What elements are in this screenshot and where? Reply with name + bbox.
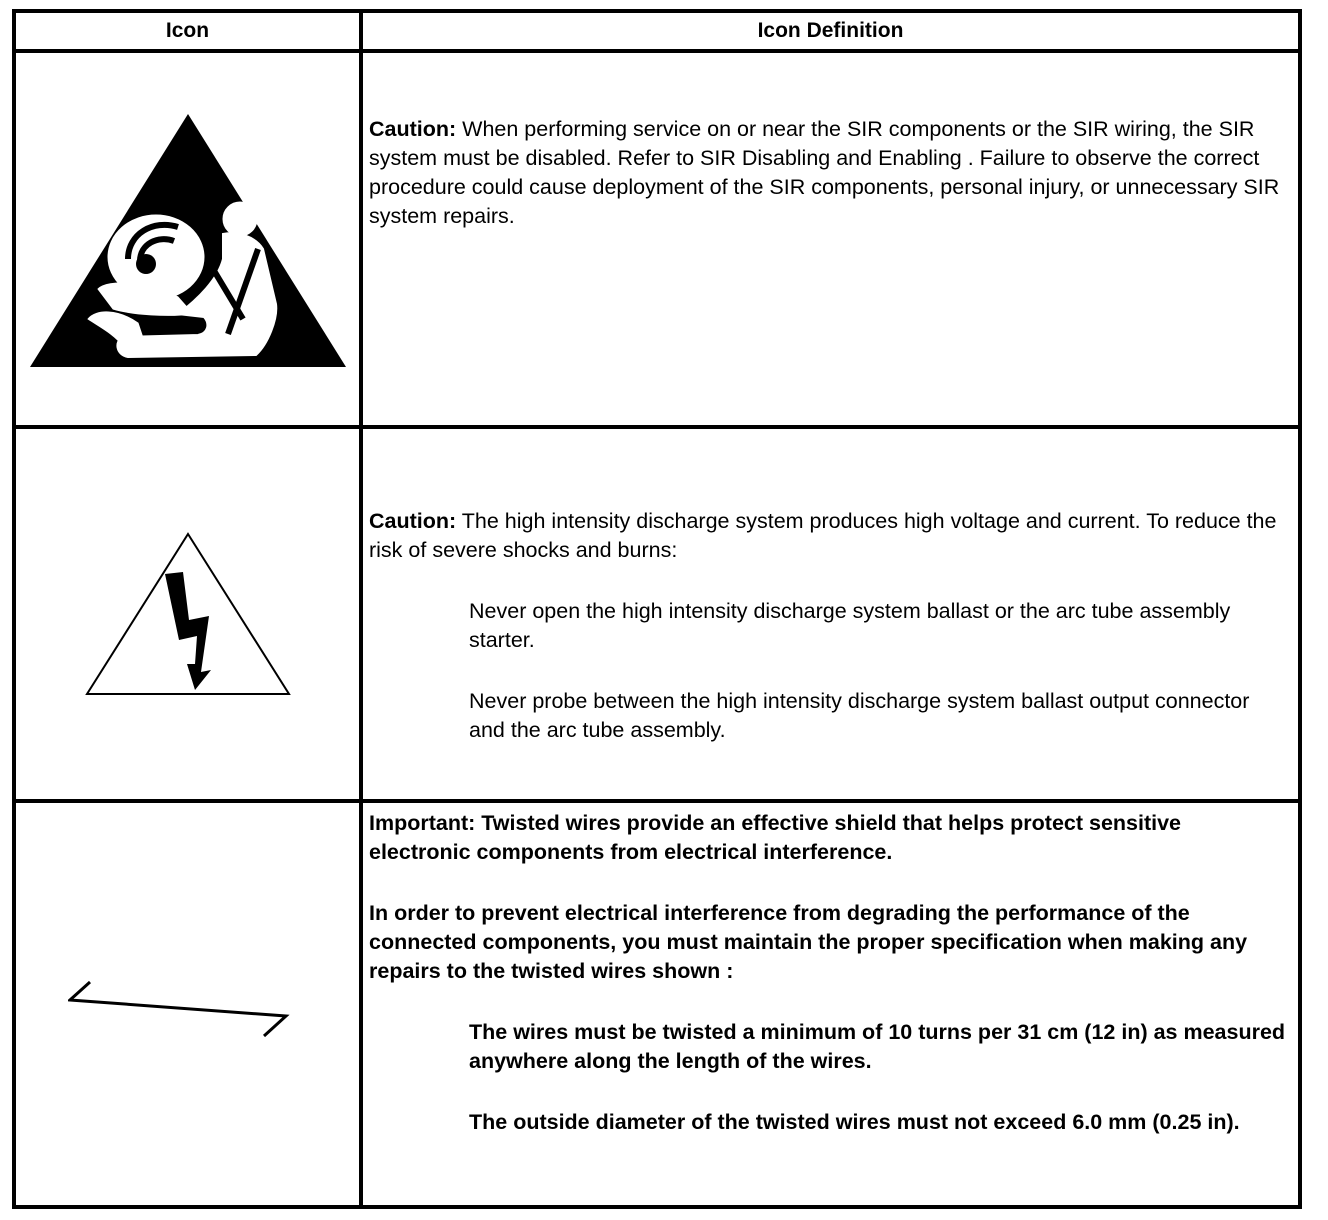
twisted-wires-icon (68, 964, 308, 1044)
definition-cell (361, 801, 1300, 1207)
definition-cell (361, 51, 1300, 427)
table-row (14, 801, 1300, 1207)
caution-text: The high intensity discharge system produces high voltage and current. To reduce the risk of severe shocks and burns: (369, 509, 1277, 562)
header-icon-definition: Icon Definition (361, 11, 1300, 51)
instruction-paragraph: In order to prevent electrical interference from degrading the performance of the connected components, you must maintain the proper specification when making any repairs to the twisted wires shown : (369, 901, 1248, 983)
caution-label: Caution: (369, 117, 457, 141)
airbag-warning-icon (28, 109, 348, 369)
important-paragraph: Important: Twisted wires provide an effective shield that helps protect sensitive electronic components from electrical interference. (369, 811, 1182, 864)
list-item: Never open the high intensity discharge system ballast or the arc tube assembly starter. (469, 599, 1231, 652)
caution-text: When performing service on or near the SIR components or the SIR wiring, the SIR system must be disabled. Refer to SIR Disabling and Enabling . Failure to observe the correct procedure could cause deployment of the SIR components, personal injury, or unnecessary SIR system repairs. (369, 117, 1280, 228)
icon-cell (14, 51, 361, 427)
high-voltage-icon (85, 532, 291, 696)
table-header-row (14, 11, 1300, 51)
sir-caution-paragraph (369, 115, 1288, 231)
icon-definition-table (12, 9, 1302, 1209)
list-item: The outside diameter of the twisted wires must not exceed 6.0 mm (0.25 in). (469, 1110, 1240, 1134)
table-row (14, 51, 1300, 427)
caution-label: Caution: (369, 509, 457, 533)
hid-caution-paragraph (369, 507, 1288, 565)
header-icon: Icon (14, 11, 361, 51)
table-row (14, 427, 1300, 801)
list-item: Never probe between the high intensity discharge system ballast output connector and the arc tube assembly. (469, 689, 1250, 742)
icon-cell (14, 801, 361, 1207)
definition-cell (361, 427, 1300, 801)
icon-cell (14, 427, 361, 801)
list-item: The wires must be twisted a minimum of 10 turns per 31 cm (12 in) as measured anywhere along the length of the wires. (469, 1020, 1286, 1073)
